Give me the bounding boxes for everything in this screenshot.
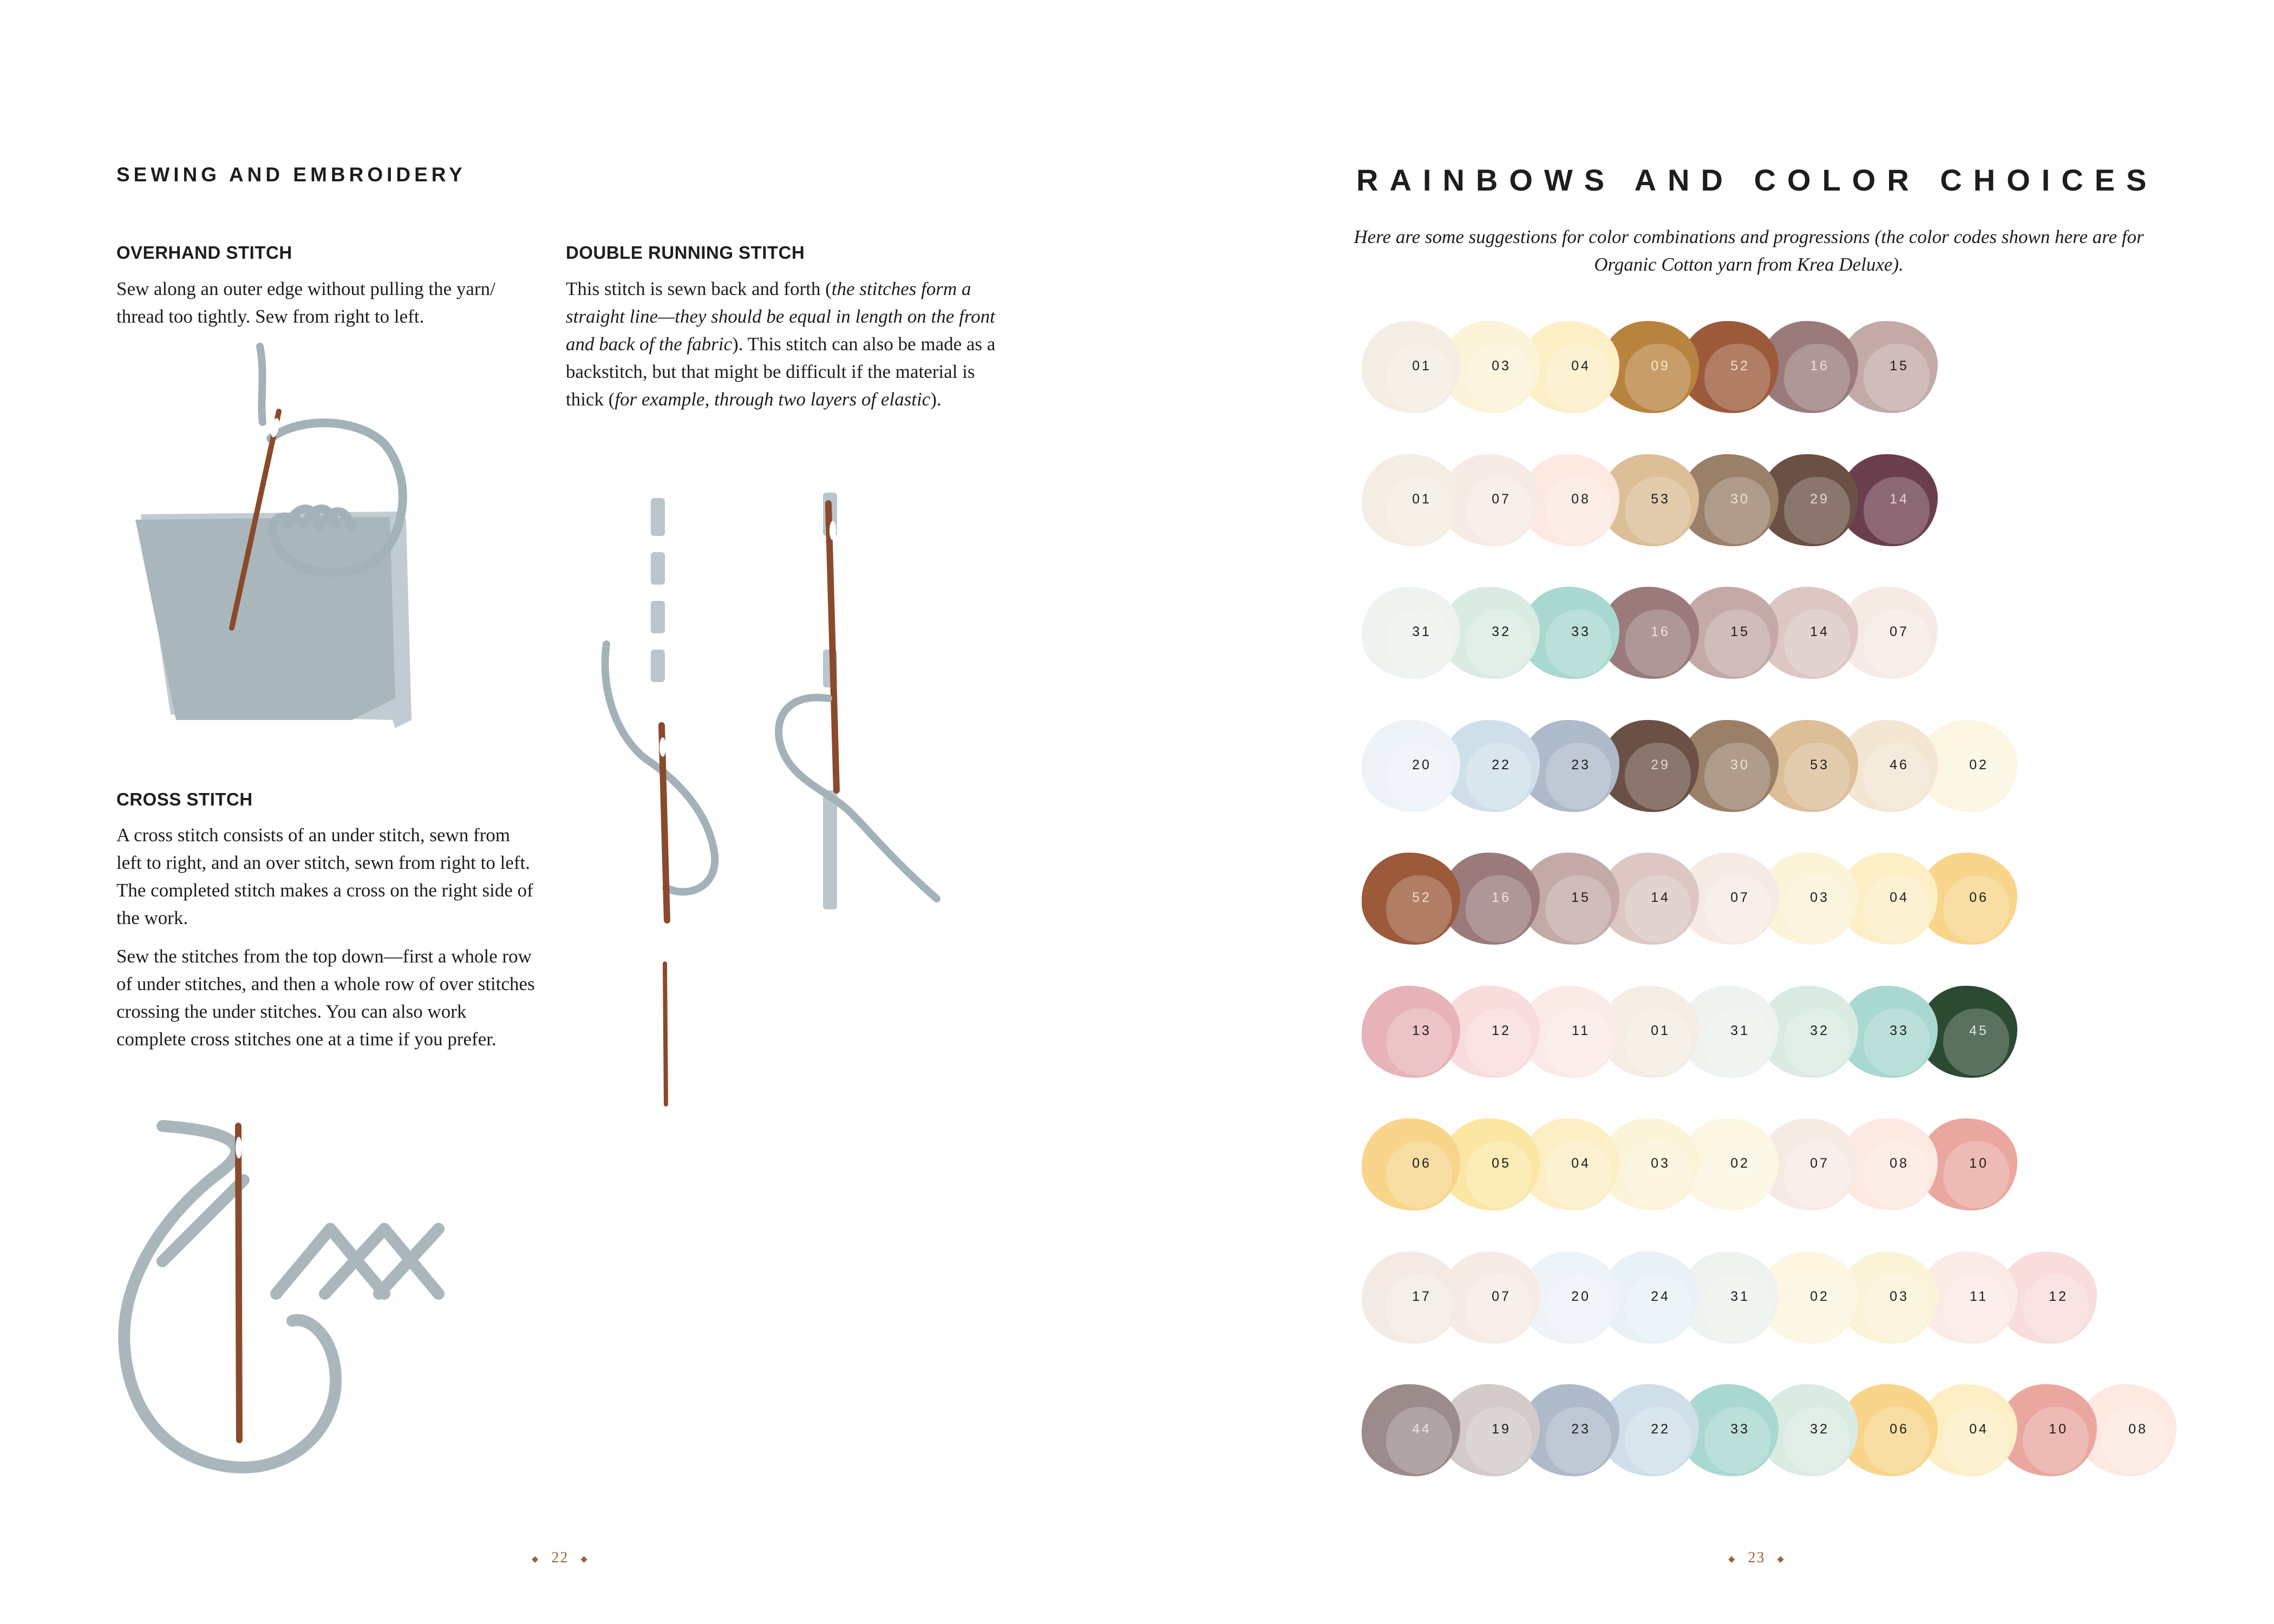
swatch-code: 31 [1730, 1023, 1750, 1038]
swatch-highlight [1466, 1274, 1532, 1341]
swatch-highlight [1625, 610, 1691, 677]
swatch-code: 03 [1651, 1156, 1670, 1171]
swatch-code: 03 [1492, 358, 1511, 374]
swatch-highlight [1466, 477, 1532, 544]
swatch-code: 14 [1651, 890, 1670, 905]
swatch-highlight [1704, 743, 1770, 810]
swatch-highlight [1864, 1274, 1930, 1341]
swatch-code: 07 [1492, 491, 1511, 507]
swatch-code: 02 [1810, 1288, 1829, 1304]
swatch-highlight [1704, 1009, 1770, 1076]
swatch-highlight [1545, 743, 1611, 810]
swatch-highlight [1704, 1407, 1770, 1474]
swatch-code: 16 [1810, 358, 1829, 374]
swatch-code: 22 [1492, 757, 1511, 772]
swatch-code: 04 [1890, 890, 1909, 905]
swatch-code: 08 [2128, 1422, 2148, 1437]
overhand-stitch-illustration [125, 341, 460, 752]
swatch-code: 30 [1730, 757, 1750, 772]
swatch-highlight [1545, 344, 1611, 411]
swatch-highlight [1386, 344, 1452, 411]
swatch-highlight [1704, 610, 1770, 677]
swatch-highlight [1466, 743, 1532, 810]
swatch-code: 29 [1810, 491, 1829, 507]
cross-stitch-text: A cross stitch consists of an under stitch, sewn from left to right, and an over stitch, sewn from right to left. The completed stitch makes a cross on the right side of the work. Sew the stitches from the top down—first a whole row of under stitches, and then a whole row of over stitches crossing the under stitches. You can also work complete cross stitches one at a time if you prefer. [116, 824, 535, 1050]
swatch-code: 05 [1492, 1156, 1511, 1171]
overhand-stitch-text: Sew along an outer edge without pulling the yarn/ thread too tightly. Sew from right to left. [116, 278, 495, 327]
swatch-code: 07 [1730, 890, 1750, 905]
color-swatch [1362, 1118, 1460, 1210]
swatch-code: 01 [1651, 1023, 1670, 1038]
swatch-code: 53 [1810, 757, 1829, 772]
swatch-highlight [1466, 1141, 1532, 1208]
swatch-highlight [1545, 1407, 1611, 1474]
color-swatch [1362, 587, 1460, 679]
swatch-code: 33 [1890, 1023, 1909, 1038]
swatch-highlight [1704, 344, 1770, 411]
swatch-highlight [1545, 1009, 1611, 1076]
swatch-code: 02 [1969, 757, 1989, 772]
swatch-code: 04 [1969, 1422, 1989, 1437]
swatch-highlight [1625, 477, 1691, 544]
swatch-highlight [1943, 875, 2009, 942]
color-swatch [1362, 1252, 1460, 1344]
swatch-code: 33 [1730, 1422, 1750, 1437]
swatch-code: 44 [1412, 1422, 1432, 1437]
cross-stitch-illustration [114, 1115, 536, 1483]
color-swatch [1362, 1384, 1460, 1476]
swatch-highlight [1864, 1407, 1930, 1474]
swatch-highlight [1784, 1009, 1850, 1076]
swatch-code: 09 [1651, 358, 1670, 374]
swatch-highlight [1386, 743, 1452, 810]
swatch-highlight [1784, 875, 1850, 942]
swatch-highlight [1704, 875, 1770, 942]
section-title: SEWING AND EMBROIDERY [116, 163, 466, 186]
color-swatch [1362, 454, 1460, 546]
swatch-code: 46 [1890, 757, 1909, 772]
swatch-highlight [1466, 1009, 1532, 1076]
swatch-highlight [1545, 610, 1611, 677]
swatch-highlight [1784, 344, 1850, 411]
swatch-code: 02 [1730, 1156, 1750, 1171]
swatch-code: 07 [1890, 624, 1909, 639]
swatch-highlight [1864, 875, 1930, 942]
swatch-code: 10 [2049, 1422, 2068, 1437]
swatch-code: 10 [1969, 1156, 1989, 1171]
swatch-code: 52 [1412, 890, 1432, 905]
swatch-code: 11 [1572, 1023, 1590, 1038]
swatch-code: 01 [1412, 358, 1432, 374]
swatch-code: 07 [1810, 1156, 1829, 1171]
swatch-highlight [1386, 875, 1452, 942]
swatch-highlight [1545, 1274, 1611, 1341]
swatch-code: 23 [1571, 1422, 1591, 1437]
swatch-code: 15 [1571, 890, 1591, 905]
swatch-code: 32 [1810, 1023, 1829, 1038]
swatch-highlight [1386, 1274, 1452, 1341]
swatch-highlight [1625, 1009, 1691, 1076]
swatch-highlight [1864, 743, 1930, 810]
swatch-highlight [1545, 477, 1611, 544]
swatch-code: 13 [1412, 1023, 1432, 1038]
swatch-code: 15 [1730, 624, 1750, 639]
intro-text: Here are some suggestions for color combinations and progressions (the color codes shown here are for Organic Cotton yarn from Krea Deluxe). [1354, 226, 2144, 275]
swatch-code: 15 [1890, 358, 1909, 374]
swatch-highlight [1466, 875, 1532, 942]
swatch-code: 01 [1412, 491, 1432, 507]
overhand-stitch-heading: OVERHAND STITCH [116, 243, 292, 263]
swatch-highlight [1625, 875, 1691, 942]
swatch-code: 23 [1571, 757, 1591, 772]
page-title: RAINBOWS AND COLOR CHOICES [1356, 163, 2158, 197]
swatch-code: 04 [1571, 358, 1591, 374]
swatch-code: 30 [1730, 491, 1750, 507]
swatch-code: 06 [1412, 1156, 1432, 1171]
swatch-code: 06 [1890, 1422, 1909, 1437]
swatch-highlight [1466, 610, 1532, 677]
swatch-code: 12 [2049, 1288, 2068, 1304]
swatch-code: 20 [1571, 1288, 1591, 1304]
swatch-code: 33 [1571, 624, 1591, 639]
swatch-code: 07 [1492, 1288, 1511, 1304]
swatch-highlight [2023, 1407, 2089, 1474]
swatch-highlight [1386, 1009, 1452, 1076]
swatch-highlight [1625, 344, 1691, 411]
swatch-highlight [1625, 1141, 1691, 1208]
swatch-code: 08 [1571, 491, 1591, 507]
swatch-highlight [1943, 743, 2009, 810]
swatch-code: 06 [1969, 890, 1989, 905]
swatch-code: 24 [1651, 1288, 1670, 1304]
color-swatch [1362, 720, 1460, 812]
swatch-highlight [1943, 1407, 2009, 1474]
double-running-stitch-heading: DOUBLE RUNNING STITCH [566, 243, 805, 263]
swatch-highlight [1864, 1141, 1930, 1208]
swatch-highlight [1784, 743, 1850, 810]
swatch-highlight [1386, 477, 1452, 544]
swatch-code: 12 [1492, 1023, 1511, 1038]
swatch-highlight [1625, 1274, 1691, 1341]
swatch-highlight [1784, 1141, 1850, 1208]
swatch-code: 14 [1810, 624, 1829, 639]
swatch-highlight [1784, 610, 1850, 677]
swatch-highlight [1466, 344, 1532, 411]
swatch-code: 52 [1730, 358, 1750, 374]
page-number-left: ◆ 22 ◆ [532, 1549, 589, 1566]
swatch-code: 03 [1890, 1288, 1909, 1304]
swatch-highlight [1704, 1274, 1770, 1341]
swatch-highlight [1864, 344, 1930, 411]
swatch-highlight [1784, 1274, 1850, 1341]
swatch-code: 53 [1651, 491, 1670, 507]
color-swatch [1362, 321, 1460, 413]
swatch-highlight [1864, 1009, 1930, 1076]
cross-stitch-heading: CROSS STITCH [116, 789, 253, 809]
swatch-highlight [1545, 1141, 1611, 1208]
swatch-code: 32 [1492, 624, 1511, 639]
swatch-highlight [1784, 1407, 1850, 1474]
swatch-code: 16 [1651, 624, 1670, 639]
swatch-highlight [1943, 1141, 2009, 1208]
swatch-code: 16 [1492, 890, 1511, 905]
swatch-code: 11 [1970, 1288, 1988, 1304]
swatch-highlight [1704, 477, 1770, 544]
swatch-highlight [2102, 1407, 2168, 1474]
double-running-stitch-text: This stitch is sewn back and forth (the stitches form a straight line—they should be equal in length on the front and back of the fabric). This stitch can also be made as a backstitch, but that might be difficult if the material is thick (for example, through two layers of elastic). [566, 278, 996, 410]
swatch-code: 29 [1651, 757, 1670, 772]
swatch-highlight [1545, 875, 1611, 942]
swatch-code: 45 [1969, 1023, 1989, 1038]
swatch-code: 14 [1890, 491, 1909, 507]
double-running-stitch-illustration [601, 487, 958, 1115]
swatch-highlight [1625, 1407, 1691, 1474]
swatch-highlight [1466, 1407, 1532, 1474]
color-swatch [1362, 853, 1460, 945]
swatch-highlight [1386, 1407, 1452, 1474]
swatch-code: 31 [1412, 624, 1432, 639]
color-swatch [1362, 986, 1460, 1078]
page-number-right: ◆ 23 ◆ [1728, 1549, 1785, 1566]
swatch-highlight [1784, 477, 1850, 544]
swatch-code: 32 [1810, 1422, 1829, 1437]
swatch-code: 03 [1810, 890, 1829, 905]
swatch-highlight [1704, 1141, 1770, 1208]
swatch-highlight [1625, 743, 1691, 810]
swatch-highlight [1943, 1274, 2009, 1341]
swatch-code: 20 [1412, 757, 1432, 772]
swatch-code: 31 [1730, 1288, 1750, 1304]
swatch-highlight [2023, 1274, 2089, 1341]
swatch-code: 04 [1571, 1156, 1591, 1171]
swatch-code: 08 [1890, 1156, 1909, 1171]
swatch-highlight [1864, 477, 1930, 544]
swatch-code: 22 [1651, 1422, 1670, 1437]
swatch-code: 19 [1492, 1422, 1511, 1437]
swatch-code: 17 [1412, 1288, 1432, 1304]
swatch-highlight [1386, 610, 1452, 677]
swatch-highlight [1386, 1141, 1452, 1208]
swatch-highlight [1943, 1009, 2009, 1076]
swatch-highlight [1864, 610, 1930, 677]
